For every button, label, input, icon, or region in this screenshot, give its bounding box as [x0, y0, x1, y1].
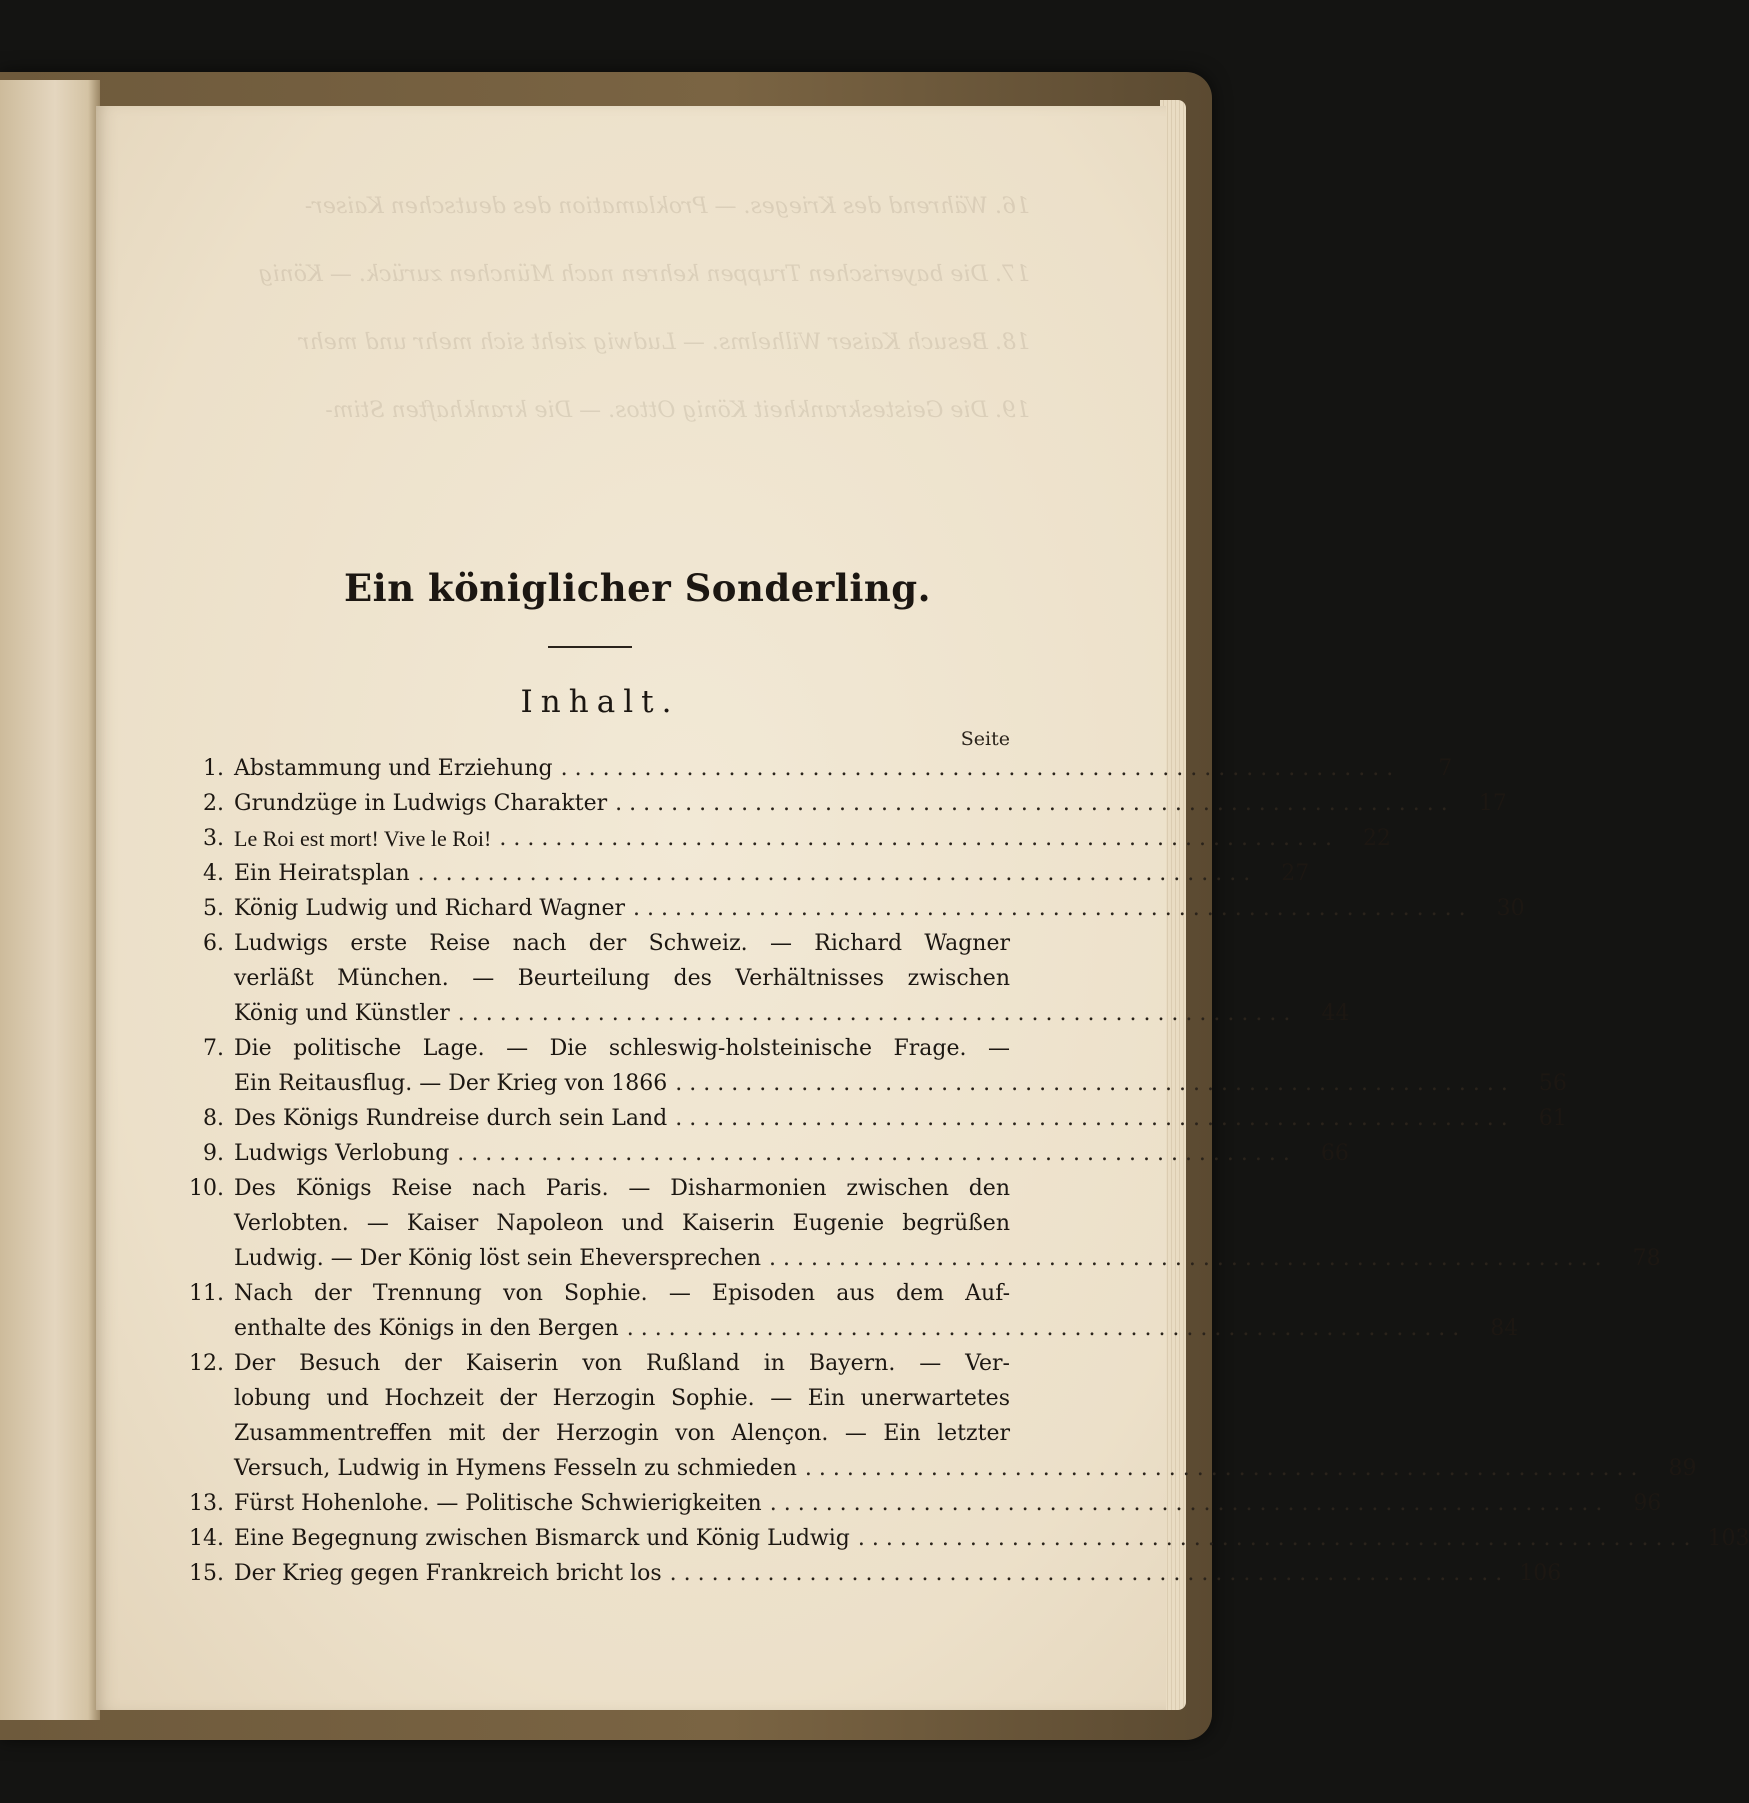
toc-entry-body	[234, 1136, 1349, 1171]
toc-page-number: 7	[1438, 756, 1453, 781]
toc-entry-number: 14.	[189, 1526, 224, 1551]
page-column-label: Seite	[960, 728, 1010, 750]
toc-entry-line: Nach der Trennung von Sophie. — Episoden aus dem Auf-	[234, 1281, 1010, 1306]
toc-page-number: 30	[1496, 896, 1525, 921]
toc-entry-last-line	[234, 996, 1350, 1031]
dot-leader: ............................................................	[633, 896, 1473, 921]
toc-entry-body	[234, 1556, 1562, 1591]
toc-entry-line: Verlobten. — Kaiser Napoleon und Kaiserin Eugenie begrüßen	[234, 1211, 1010, 1236]
toc-entry	[174, 1556, 1562, 1591]
toc-entry-line: Die politische Lage. — Die schleswig-holsteinische Frage. —	[234, 1036, 1010, 1061]
toc-entry-number: 3.	[203, 826, 224, 851]
bleed-through-text: 16. Während des Krieges. — Proklamation des deutschen Kaiser- 17. Die bayerischen Truppen kehren nach München zurück. — König 18. Besuch Kaiser Wilhelms. — Ludwig zieht sich mehr und mehr 19. Die Geisteskrankheit König Ottos. — Die krankhaften Stim-	[258, 194, 1030, 423]
toc-entry	[174, 1276, 1519, 1346]
toc-entry-body	[234, 1031, 1567, 1101]
toc-entry-title: Versuch, Ludwig in Hymens Fesseln zu schmieden	[234, 1456, 797, 1481]
toc-entry	[174, 1031, 1567, 1101]
toc-entry-last-line	[234, 1311, 1519, 1346]
toc-entry-body	[234, 821, 1391, 856]
toc-entry-number: 7.	[203, 1036, 224, 1061]
toc-page-number: 44	[1321, 1001, 1350, 1026]
toc-page-number: 17	[1478, 791, 1507, 816]
toc-entry-last-line	[234, 856, 1310, 891]
toc-entry-last-line	[234, 1101, 1567, 1136]
title-divider	[548, 646, 632, 648]
toc-page-number: 22	[1362, 826, 1391, 851]
toc-entry-number: 9.	[203, 1141, 224, 1166]
dot-leader: ............................................................	[804, 1456, 1645, 1481]
toc-entry	[174, 1101, 1567, 1136]
dot-leader: ............................................................	[675, 1106, 1515, 1131]
toc-entry-last-line	[234, 1486, 1662, 1521]
left-page-edge	[0, 80, 100, 1720]
toc-entry-title: Grundzüge in Ludwigs Charakter	[234, 791, 608, 816]
toc-entry-body	[234, 856, 1310, 891]
toc-entry-body	[234, 1486, 1662, 1521]
dot-leader: ............................................................	[675, 1071, 1515, 1096]
toc-entry-number: 11.	[189, 1281, 224, 1306]
toc-page-number: 56	[1538, 1071, 1567, 1096]
toc-entry	[174, 926, 1350, 1031]
toc-entry-body	[234, 1171, 1661, 1276]
toc-entry-title: Der Krieg gegen Frankreich bricht los	[234, 1561, 662, 1586]
toc-page-number: 78	[1632, 1246, 1661, 1271]
toc-entry-number: 10.	[189, 1176, 224, 1201]
toc-entry-number: 4.	[203, 861, 224, 886]
toc-entry	[174, 1486, 1662, 1521]
toc-entry-last-line	[234, 1136, 1349, 1171]
toc-entry-body	[234, 751, 1453, 786]
dot-leader: ............................................................	[857, 1526, 1698, 1551]
toc-entry	[174, 821, 1391, 856]
toc-entry-title: Le Roi est mort! Vive le Roi!	[234, 826, 492, 851]
toc-entry	[174, 1136, 1349, 1171]
toc-entry-last-line	[234, 1451, 1697, 1486]
toc-entry-line: lobung und Hochzeit der Herzogin Sophie. — Ein unerwartetes	[234, 1386, 1010, 1411]
toc-entry-title: König Ludwig und Richard Wagner	[234, 896, 625, 921]
toc-entry-number: 15.	[189, 1561, 224, 1586]
toc-page-number: 66	[1320, 1141, 1349, 1166]
toc-entry-title: Fürst Hohenlohe. — Politische Schwierigkeiten	[234, 1491, 762, 1516]
toc-entry-body	[234, 1521, 1749, 1556]
toc-entry-title: König und Künstler	[234, 1001, 450, 1026]
toc-page-number: 61	[1538, 1106, 1567, 1131]
toc-entry-title: Ludwig. — Der König löst sein Eheversprechen	[234, 1246, 762, 1271]
toc-entry	[174, 891, 1525, 926]
toc-entry-title: Des Königs Rundreise durch sein Land	[234, 1106, 668, 1131]
dot-leader: ............................................................	[499, 826, 1339, 851]
toc-entry-number: 12.	[189, 1351, 224, 1376]
toc-entry-number: 13.	[189, 1491, 224, 1516]
toc-page-number: 89	[1668, 1456, 1697, 1481]
toc-entry-number: 1.	[203, 756, 224, 781]
toc-entry-body	[234, 926, 1350, 1031]
toc-entry-last-line	[234, 786, 1507, 821]
toc-entry-title: Ein Reitausflug. — Der Krieg von 1866	[234, 1071, 668, 1096]
toc-entry-title: Ein Heiratsplan	[234, 861, 410, 886]
toc-entry-body	[234, 786, 1507, 821]
toc-entry	[174, 1346, 1697, 1486]
toc-entry-number: 2.	[203, 791, 224, 816]
dot-leader: ............................................................	[457, 1001, 1298, 1026]
toc-entry-last-line	[234, 751, 1453, 786]
toc-entry-line: Zusammentreffen mit der Herzogin von Alençon. — Ein letzter	[234, 1421, 1010, 1446]
toc-entry-title: Ludwigs Verlobung	[234, 1141, 450, 1166]
dot-leader: ............................................................	[769, 1491, 1610, 1516]
dot-leader: ............................................................	[669, 1561, 1510, 1586]
toc-entry-number: 5.	[203, 896, 224, 921]
dot-leader: ............................................................	[417, 861, 1258, 886]
toc-entry	[174, 786, 1507, 821]
toc-entry-last-line	[234, 1556, 1562, 1591]
toc-page-number: 103	[1707, 1526, 1749, 1551]
toc-entry-body	[234, 1276, 1519, 1346]
toc-entry-title: Eine Begegnung zwischen Bismarck und König Ludwig	[234, 1526, 850, 1551]
toc-entry	[174, 1171, 1661, 1276]
toc-entry-title: Abstammung und Erziehung	[234, 756, 553, 781]
toc-entry-body	[234, 1346, 1697, 1486]
toc-entry-last-line	[234, 891, 1525, 926]
toc-entry-last-line	[234, 821, 1391, 856]
toc-entry	[174, 856, 1310, 891]
toc-page-number: 84	[1490, 1316, 1519, 1341]
dot-leader: ............................................................	[769, 1246, 1609, 1271]
toc-entry-body	[234, 891, 1525, 926]
toc-entry-number: 6.	[203, 931, 224, 956]
toc-entry-line: Der Besuch der Kaiserin von Rußland in Bayern. — Ver-	[234, 1351, 1010, 1376]
toc-entry-line: Des Königs Reise nach Paris. — Disharmonien zwischen den	[234, 1176, 1010, 1201]
table-of-contents	[174, 751, 1749, 1591]
toc-entry-body	[234, 1101, 1567, 1136]
toc-entry-last-line	[234, 1066, 1567, 1101]
dot-leader: ............................................................	[457, 1141, 1297, 1166]
toc-entry	[174, 751, 1453, 786]
dot-leader: ............................................................	[626, 1316, 1467, 1341]
toc-page-number: 96	[1633, 1491, 1662, 1516]
toc-entry-number: 8.	[203, 1106, 224, 1131]
toc-entry-last-line	[234, 1241, 1661, 1276]
toc-entry	[174, 1521, 1749, 1556]
book-title: Ein königlicher Sonderling.	[343, 566, 932, 610]
toc-page-number: 27	[1281, 861, 1310, 886]
dot-leader: ............................................................	[560, 756, 1401, 781]
toc-entry-last-line	[234, 1521, 1749, 1556]
dot-leader: ............................................................	[615, 791, 1455, 816]
toc-entry-line: Ludwigs erste Reise nach der Schweiz. — Richard Wagner	[234, 931, 1010, 956]
toc-page-number: 106	[1519, 1561, 1562, 1586]
toc-entry-title: enthalte des Königs in den Bergen	[234, 1316, 619, 1341]
toc-entry-line: verläßt München. — Beurteilung des Verhältnisses zwischen	[234, 966, 1010, 991]
toc-heading: Inhalt.	[520, 684, 680, 720]
